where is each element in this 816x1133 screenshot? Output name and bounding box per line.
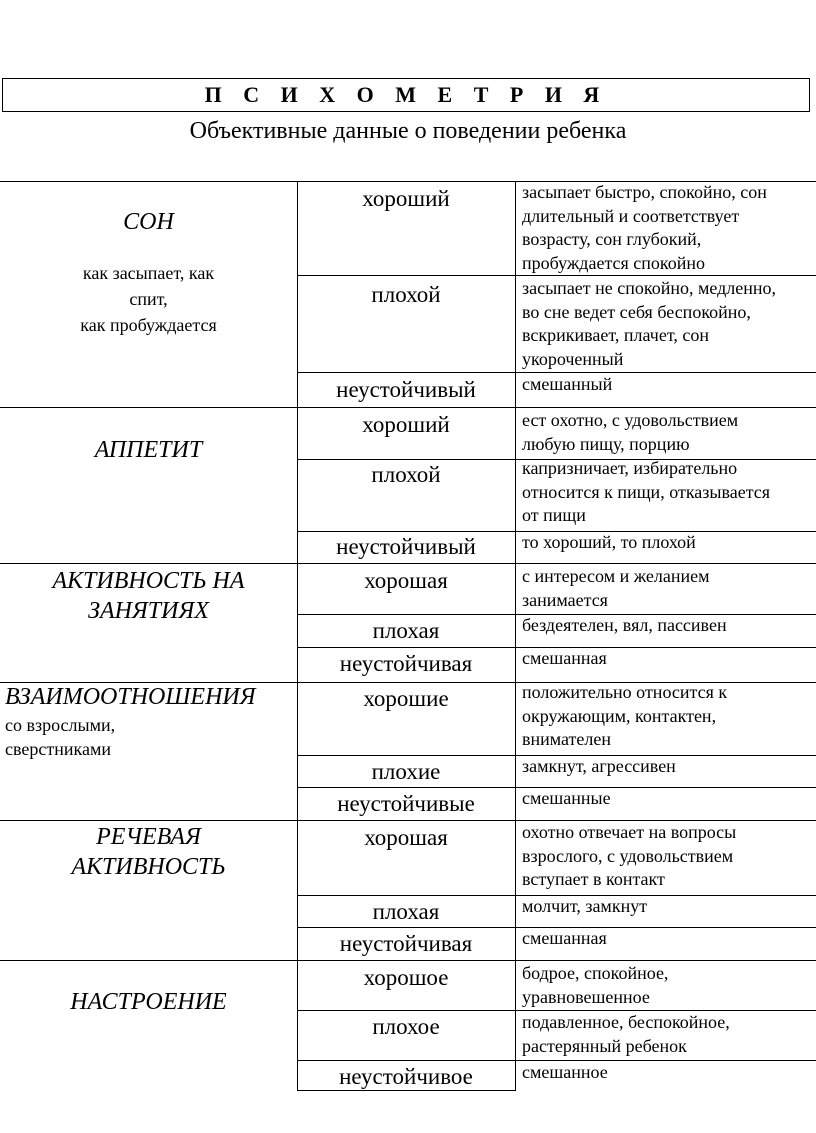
category-mood: НАСТРОЕНИЕ bbox=[70, 989, 227, 1015]
category-appetite: АППЕТИТ bbox=[94, 437, 203, 463]
rating-label: неустойчивый bbox=[336, 377, 476, 402]
rating-label: хорошие bbox=[363, 686, 449, 711]
description-text: охотно отвечает на вопросы взрослого, с удовольствием вступает в контакт bbox=[522, 822, 737, 889]
category-note-line: сверстниками bbox=[5, 739, 111, 759]
rating-label: неустойчивое bbox=[339, 1064, 473, 1089]
rating-label: плохая bbox=[372, 899, 440, 924]
rating-label: плохие bbox=[371, 759, 441, 784]
description-text: смешанная bbox=[522, 928, 607, 948]
rating-label: неустойчивые bbox=[337, 791, 475, 816]
rating-label: плохой bbox=[371, 462, 441, 487]
page-subtitle: Объективные данные о поведении ребенка bbox=[189, 118, 627, 144]
description-text: бездеятелен, вял, пассивен bbox=[522, 615, 727, 635]
rating-label: неустойчивый bbox=[336, 534, 476, 559]
rating-label: хороший bbox=[362, 186, 450, 211]
rating-label: хорошая bbox=[364, 568, 448, 593]
rating-label: неустойчивая bbox=[339, 931, 473, 956]
description-text: смешанные bbox=[522, 788, 611, 808]
category-note-line: спит, bbox=[129, 289, 168, 309]
page-title: П С И Х О М Е Т Р И Я bbox=[2, 78, 810, 112]
description-text: с интересом и желанием занимается bbox=[522, 566, 710, 610]
category-relationships: ВЗАИМООТНОШЕНИЯ bbox=[5, 684, 256, 710]
rating-label: неустойчивая bbox=[339, 651, 473, 676]
description-text: ест охотно, с удовольствием любую пищу, порцию bbox=[522, 410, 739, 454]
rating-label: хорошая bbox=[364, 825, 448, 850]
category-note-line: со взрослыми, bbox=[5, 715, 116, 735]
description-text: засыпает не спокойно, медленно, во сне ведет себя беспокойно, вскрикивает, плачет, сон укороченный bbox=[522, 278, 777, 369]
description-text: капризничает, избирательно относится к пищи, отказывается от пищи bbox=[522, 458, 771, 525]
description-text: то хороший, то плохой bbox=[522, 532, 696, 552]
row-divider bbox=[297, 275, 816, 276]
description-text: бодрое, спокойное, уравновешенное bbox=[522, 963, 669, 1007]
description-text: смешанное bbox=[522, 1062, 608, 1082]
description-text: замкнут, агрессивен bbox=[522, 756, 676, 776]
category-note-line: как пробуждается bbox=[80, 315, 217, 335]
table-bottom-border bbox=[297, 1090, 515, 1091]
description-text: молчит, замкнут bbox=[522, 896, 648, 916]
category-speech-activity: РЕЧЕВАЯ АКТИВНОСТЬ bbox=[71, 824, 226, 880]
description-text: смешанный bbox=[522, 374, 613, 394]
category-sleep: СОН bbox=[123, 209, 174, 235]
description-text: подавленное, беспокойное, растерянный ребенок bbox=[522, 1012, 730, 1056]
rating-label: плохой bbox=[371, 282, 441, 307]
column-divider bbox=[515, 181, 516, 1091]
description-text: смешанная bbox=[522, 648, 607, 668]
section-divider bbox=[0, 563, 816, 564]
category-class-activity: АКТИВНОСТЬ НА ЗАНЯТИЯХ bbox=[52, 568, 245, 624]
rating-label: плохая bbox=[372, 618, 440, 643]
rating-label: хорошое bbox=[363, 965, 449, 990]
category-note-line: как засыпает, как bbox=[82, 263, 215, 283]
rating-label: хороший bbox=[362, 412, 450, 437]
description-text: засыпает быстро, спокойно, сон длительный и соответствует возрасту, сон глубокий, пробуждается спокойно bbox=[522, 182, 767, 273]
description-text: положительно относится к окружающим, контактен, внимателен bbox=[522, 682, 728, 749]
rating-label: плохое bbox=[372, 1014, 440, 1039]
section-divider bbox=[0, 407, 816, 408]
section-divider bbox=[0, 960, 816, 961]
